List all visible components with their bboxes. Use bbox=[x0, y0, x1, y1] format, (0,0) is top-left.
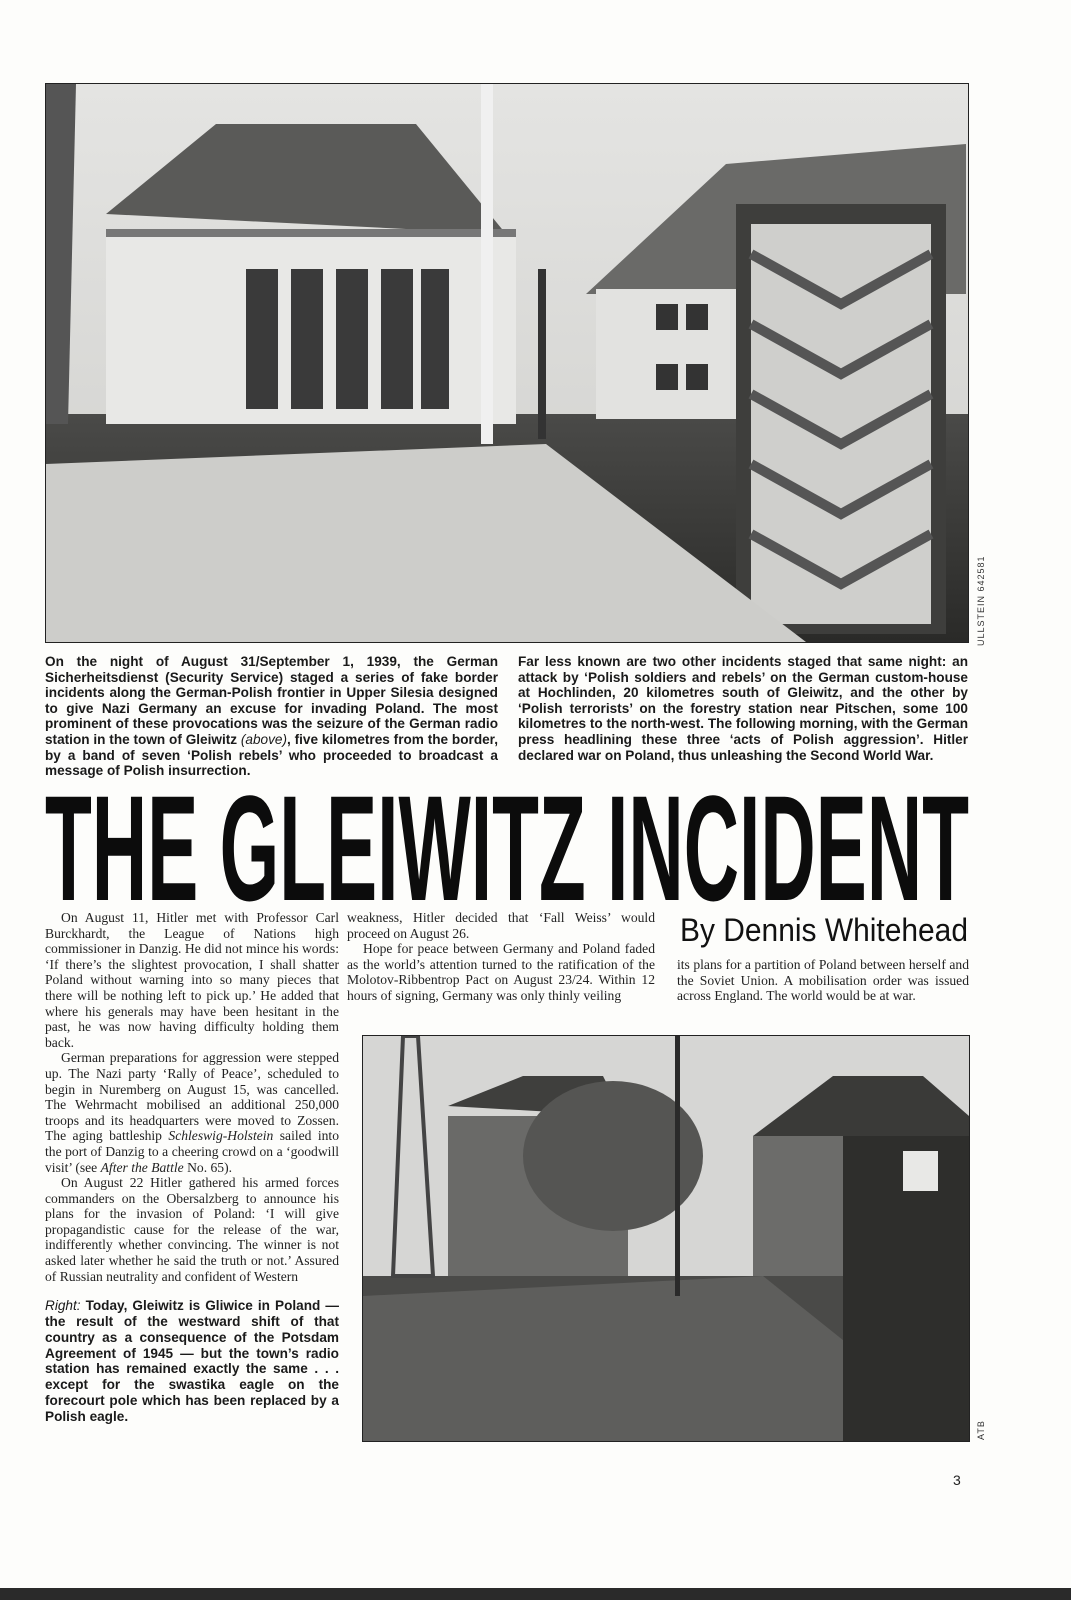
photo-credit-atb: ATB bbox=[976, 1420, 986, 1440]
intro-left-column bbox=[45, 654, 498, 779]
scan-edge bbox=[0, 1588, 1071, 1600]
body-paragraph bbox=[45, 1050, 339, 1175]
page-number: 3 bbox=[953, 1472, 961, 1488]
radio-station-today-illustration bbox=[363, 1036, 969, 1441]
bottom-photo-gliwice-today bbox=[362, 1035, 970, 1442]
body-paragraph: Hope for peace between Germany and Poland faded as the world’s attention turned to the ratification of the Molotov-Ribbentrop Pact on August 23/24. Within 12 hours of signing, Germany was only thinly veiling bbox=[347, 941, 655, 1003]
intro-left-text: On the night of August 31/September 1, 1939, the German Sicherheitsdienst (Security Service) staged a series of fake border incidents along the German-Polish frontier in Upper Silesia designed to give Nazi Germany an excuse for invading Poland. The most prominent of these provocations was the seizure of the German radio station in the town of Gleiwitz bbox=[45, 654, 498, 747]
body-column-2 bbox=[347, 910, 655, 1004]
body-paragraph: its plans for a partition of Poland between herself and the Soviet Union. A mobilisation order was issued across England. The world would be at war. bbox=[677, 957, 969, 1004]
column-1 bbox=[45, 910, 339, 1425]
intro-left-text-end: , five kilometres from the border, by a band of seven ‘Polish rebels’ who proceeded to broadcast a message of Polish insurrection. bbox=[45, 731, 498, 779]
headline-text: THE GLEIWITZ INCIDENT bbox=[45, 780, 969, 905]
page-title bbox=[45, 780, 969, 905]
body-text: German preparations for aggression were stepped up. The Nazi party ‘Rally of Peace’, scheduled to begin in Nuremberg on August 15, was cancelled. The Wehrmacht mobilised an additional 250,000 troops and its headquarters were moved to Zossen. The aging battleship bbox=[45, 1050, 339, 1144]
headline-svg bbox=[45, 780, 969, 905]
body-paragraph: On August 11, Hitler met with Professor Carl Burckhardt, the League of Nations high commissioner in Danzig. He did not mince his words: ‘If there’s the slightest provocation, I shall shatter Poland without warning into so many pieces that there will be nothing left to pick up.’ He added that where his generals may have been hesitant in the past, he was now having difficulty holding them back. bbox=[45, 910, 339, 1050]
body-text: sailed into the port of Danzig to a cheering crowd on a ‘goodwill visit’ (see bbox=[45, 1128, 340, 1175]
ship-name: Schleswig-Holstein bbox=[168, 1128, 274, 1144]
body-text: No. 65). bbox=[183, 1159, 233, 1175]
photo-credit-ullstein: ULLSTEIN 642581 bbox=[976, 555, 986, 646]
intro-left-italic: (above) bbox=[240, 731, 287, 747]
byline-text: By Dennis Whitehead bbox=[680, 912, 968, 948]
body-column-3 bbox=[677, 957, 969, 1004]
photo-caption bbox=[45, 1298, 339, 1424]
top-photo-gleiwitz-1939 bbox=[45, 83, 969, 643]
body-paragraph: weakness, Hitler decided that ‘Fall Weiss’ would proceed on August 26. bbox=[347, 910, 655, 941]
intro-right-column: Far less known are two other incidents staged that same night: an attack by ‘Polish soldiers and rebels’ on the German custom-house at Hochlinden, 20 kilometres south of Gleiwitz, and the other by ‘Polish terrorists’ on the forestry station near Pitschen, some 100 kilometres to the north-west. The following morning, with the German press headlining these three ‘acts of Polish aggression’. Hitler declared war on Poland, thus unleashing the Second World War. bbox=[518, 654, 968, 763]
body-column-1 bbox=[45, 910, 339, 1284]
radio-station-1939-illustration bbox=[46, 84, 968, 642]
body-paragraph: On August 22 Hitler gathered his armed forces commanders on the Obersalzberg to announce his plans for the invasion of Poland: ‘I will give propagandistic cause for the release of the war, indifferently whether convincing. The winner is not asked later whether he said the truth or not.’ Assured of Russian neutrality and confident of Western bbox=[45, 1175, 339, 1284]
byline bbox=[680, 910, 970, 948]
magazine-name: After the Battle bbox=[100, 1159, 184, 1175]
caption-text: Today, Gleiwitz is Gliwice in Poland — the result of the westward shift of that country as a consequence of the Potsdam Agreement of 1945 — but the town’s radio station has remained exactly the same . . . except for the swastika eagle on the forecourt pole which has been replaced by a Polish eagle. bbox=[45, 1298, 339, 1424]
caption-label: Right: bbox=[45, 1298, 81, 1314]
byline-svg bbox=[680, 910, 970, 948]
